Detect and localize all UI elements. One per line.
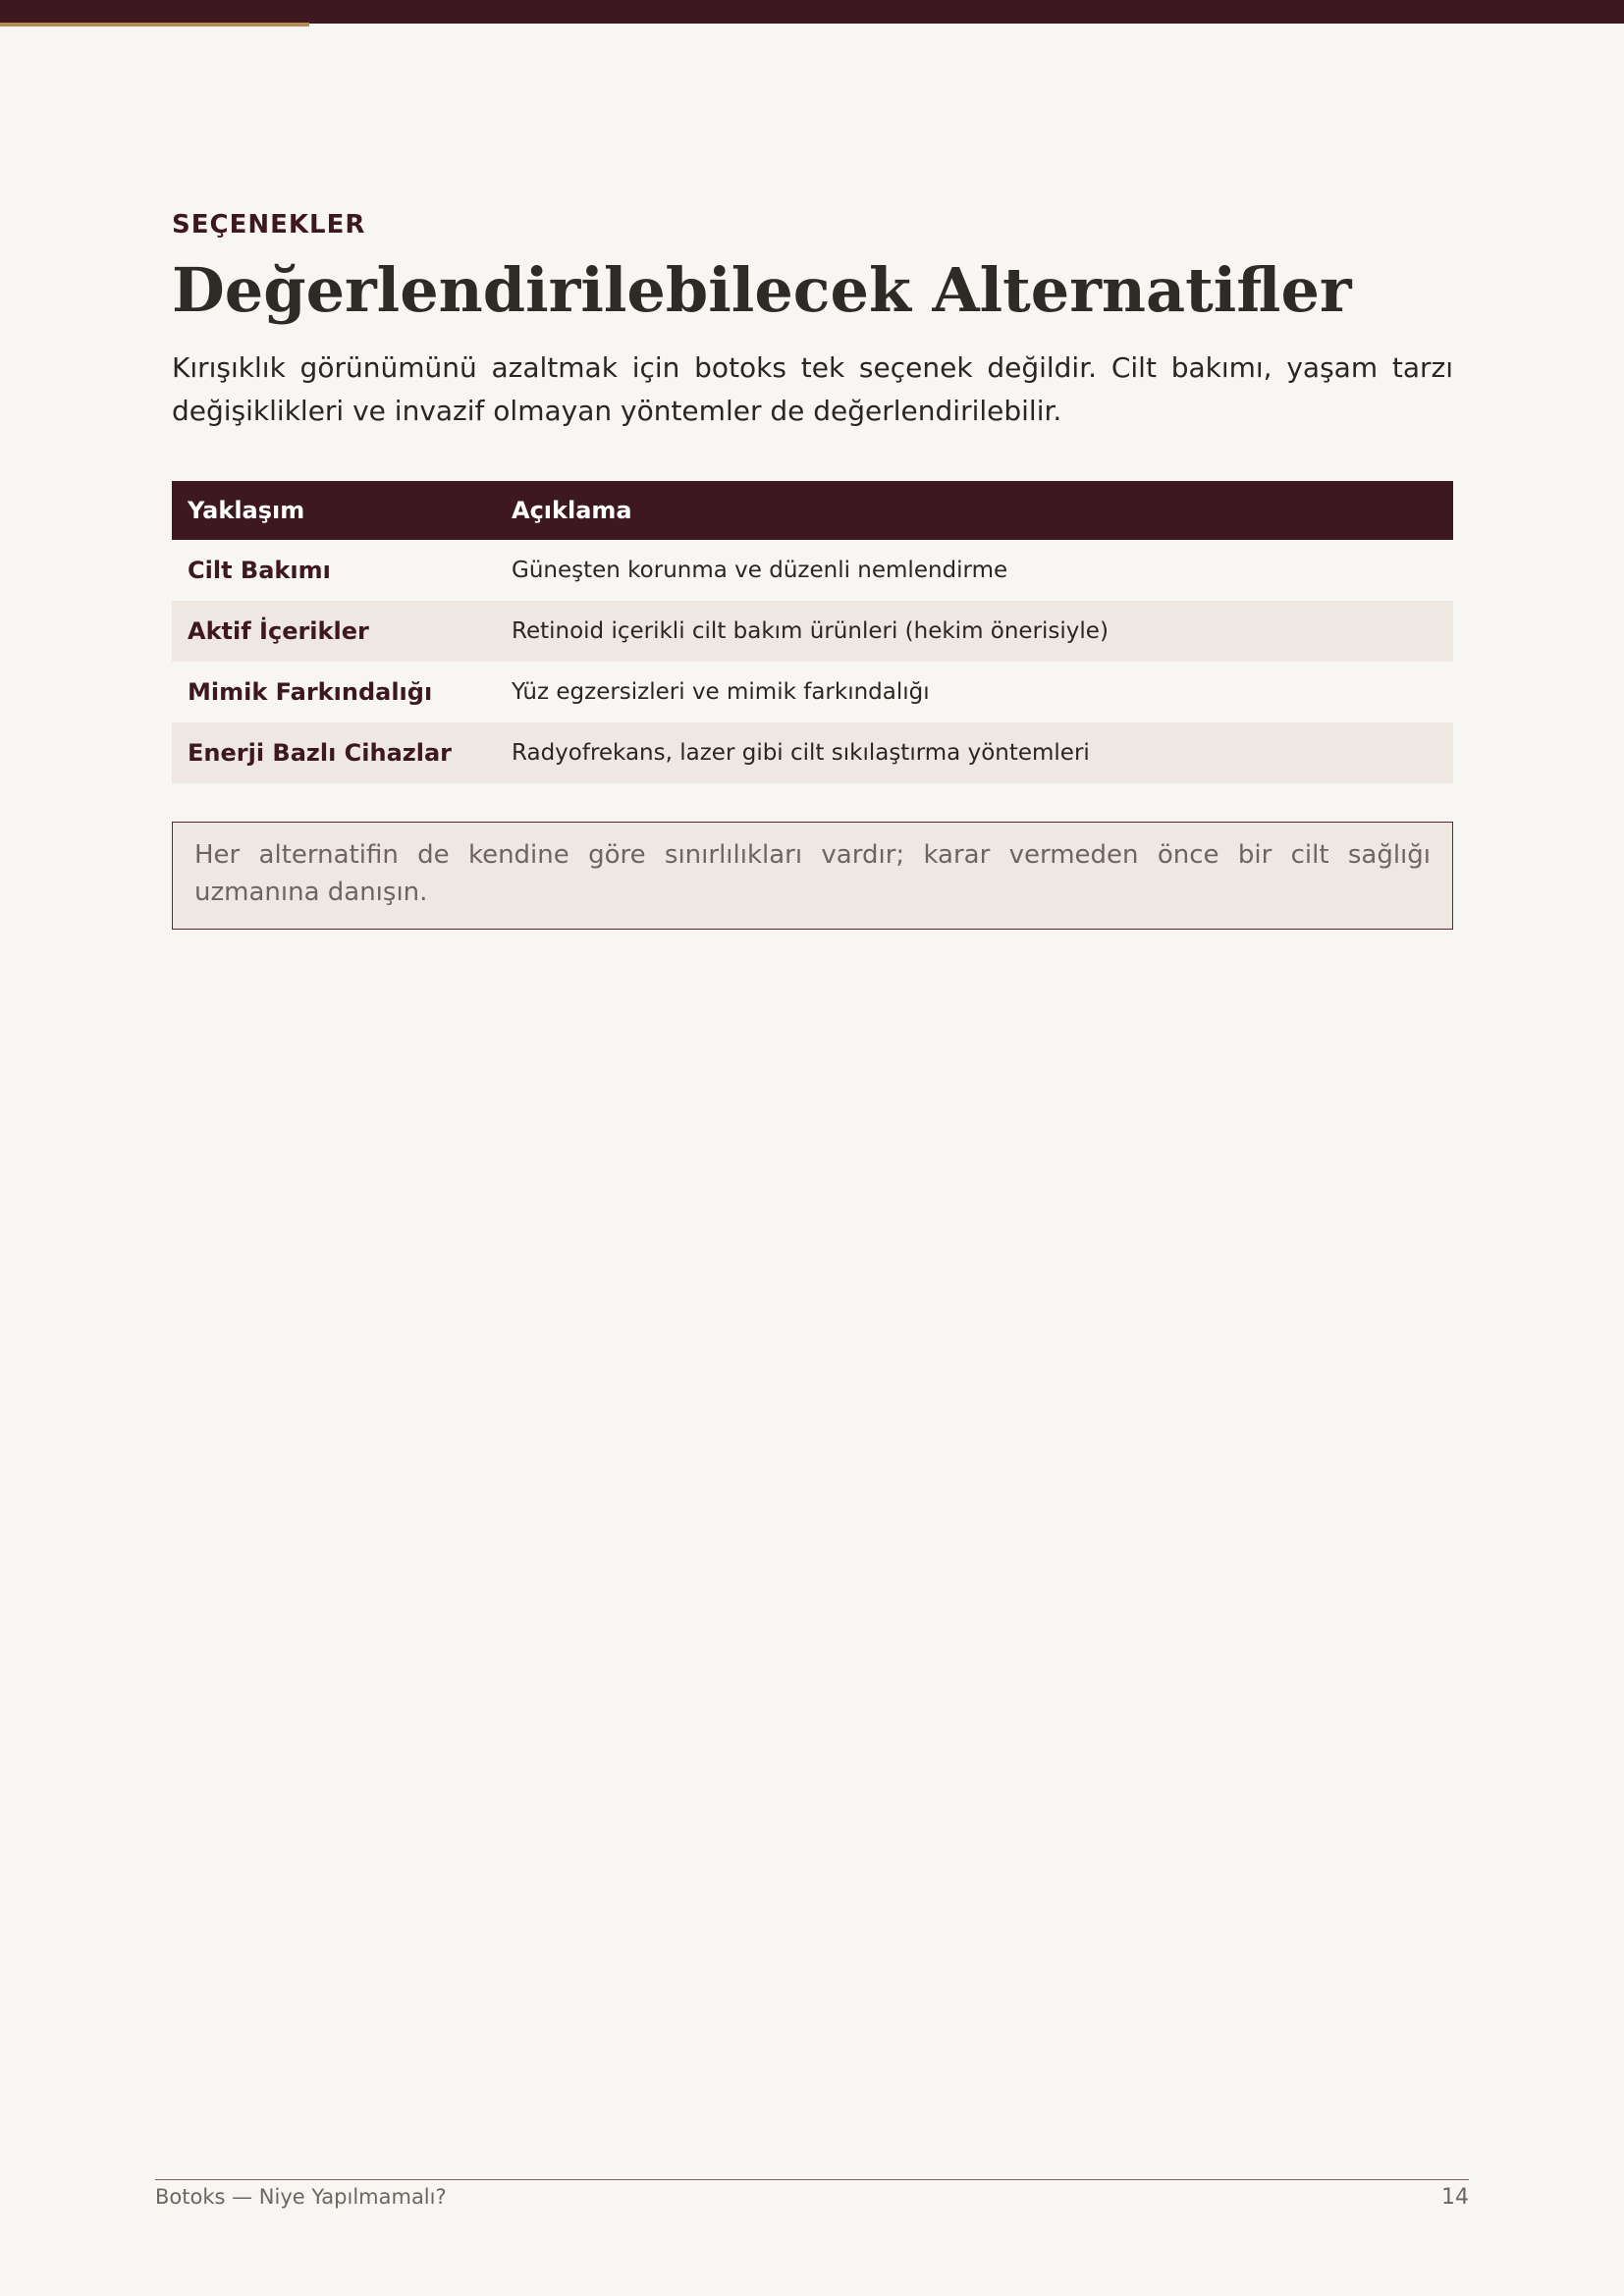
approach-cell: Enerji Bazlı Cihazlar bbox=[172, 722, 496, 783]
alternatives-table bbox=[172, 481, 1453, 783]
intro-paragraph: Kırışıklık görünümünü azaltmak için botoks tek seçenek değildir. Cilt bakımı, yaşam tarzı değişiklikleri ve invazif olmayan yöntemler de değerlendirilebilir. bbox=[172, 351, 1453, 427]
column-header-approach: Yaklaşım bbox=[172, 481, 496, 540]
description-cell: Yüz egzersizleri ve mimik farkındalığı bbox=[496, 662, 1453, 722]
description-cell: Radyofrekans, lazer gibi cilt sıkılaştırma yöntemleri bbox=[496, 722, 1453, 783]
top-bar bbox=[0, 0, 1624, 24]
description-cell: Güneşten korunma ve düzenli nemlendirme bbox=[496, 540, 1453, 601]
approach-cell: Mimik Farkındalığı bbox=[172, 662, 496, 722]
approach-cell: Aktif İçerikler bbox=[172, 601, 496, 662]
section-eyebrow: SEÇENEKLER bbox=[172, 210, 366, 240]
note-box: Her alternatifin de kendine göre sınırlılıkları vardır; karar vermeden önce bir cilt sağlığı uzmanına danışın. bbox=[172, 822, 1453, 930]
footer-page-number: 14 bbox=[1441, 2185, 1469, 2210]
top-accent-line bbox=[0, 23, 309, 27]
table-row bbox=[172, 540, 1453, 601]
approach-cell: Cilt Bakımı bbox=[172, 540, 496, 601]
table-row bbox=[172, 722, 1453, 783]
page-title: Değerlendirilebilecek Alternatifler bbox=[172, 254, 1352, 326]
table-row bbox=[172, 662, 1453, 722]
footer-divider bbox=[155, 2179, 1469, 2180]
description-cell: Retinoid içerikli cilt bakım ürünleri (hekim önerisiyle) bbox=[496, 601, 1453, 662]
table-header-row bbox=[172, 481, 1453, 540]
table-row bbox=[172, 601, 1453, 662]
column-header-description: Açıklama bbox=[496, 481, 1453, 540]
footer-document-title: Botoks — Niye Yapılmamalı? bbox=[155, 2185, 447, 2209]
